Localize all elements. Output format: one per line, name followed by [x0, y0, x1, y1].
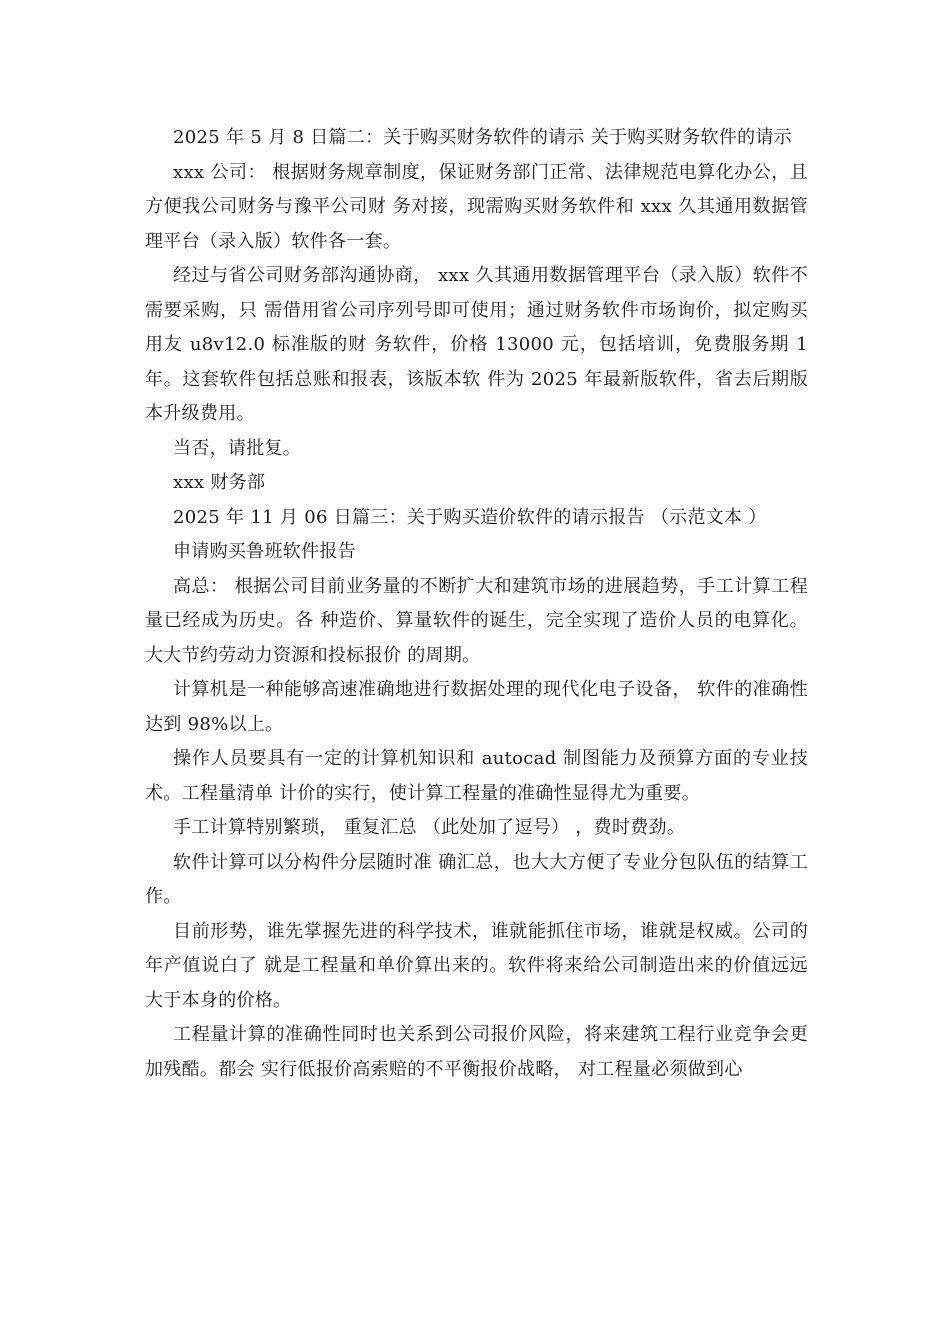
paragraph-software-calc: 软件计算可以分构件分层随时准 确汇总，也大大方便了专业分包队伍的结算工作。: [145, 851, 808, 907]
document-body: [145, 121, 808, 1087]
paragraph-operator-skills: 操作人员要具有一定的计算机知识和 autocad 制图能力及预算方面的专业技术。工程量清单 计价的实行，使计算工程量的准确性显得尤为重要。: [145, 748, 808, 804]
paragraph-salutation-gao: 高总： 根据公司目前业务量的不断扩大和建筑市场的进展趋势，手工计算工程量已经成为历史。各 种造价、算量软件的诞生，完全实现了造价人员的电算化。大大节约劳动力资源和投标报价 的周期。: [145, 575, 808, 666]
paragraph-signature-dept: xxx 财务部: [173, 472, 266, 493]
paragraph-computer: 计算机是一种能够高速准确地进行数据处理的现代化电子设备， 软件的准确性达到 98%以上。: [145, 679, 808, 735]
paragraph-negotiation: 经过与省公司财务部沟通协商， xxx 久其通用数据管理平台（录入版）软件不需要采购，只 需借用省公司序列号即可使用；通过财务软件市场询价，拟定购买用友 u8v12.0 标准版的财 务软件，价格 13000 元，包括培训，免费服务期 1 年。这套软件包括总账和报表，该版本软 件为 2025 年最新版软件，省去后期版本升级费用。: [145, 265, 808, 424]
paragraph-heading-part2: 2025 年 5 月 8 日篇二：关于购买财务软件的请示 关于购买财务软件的请示: [173, 127, 793, 148]
paragraph-manual-calc: 手工计算特别繁琐， 重复汇总 （此处加了逗号） ，费时费劲。: [173, 817, 686, 838]
paragraph-approval-request: 当否，请批复。: [173, 437, 302, 459]
paragraph-accuracy-risk: 工程量计算的准确性同时也关系到公司报价风险，将来建筑工程行业竞争会更加残酷。都会 实行低报价高索赔的不平衡报价战略， 对工程量必须做到心: [145, 1024, 808, 1080]
paragraph-report-title: 申请购买鲁班软件报告: [173, 541, 356, 562]
paragraph-salutation-request: xxx 公司： 根据财务规章制度，保证财务部门正常、法律规范电算化办公，且方便我公司财务与豫平公司财 务对接，现需购买财务软件和 xxx 久其通用数据管理平台（录入版）软件各一套。: [145, 161, 808, 252]
paragraph-heading-part3: 2025 年 11 月 06 日篇三：关于购买造价软件的请示报告 （示范文本 ）: [173, 506, 767, 528]
paragraph-current-situation: 目前形势，谁先掌握先进的科学技术，谁就能抓住市场，谁就是权威。公司的年产值说白了 就是工程量和单价算出来的。软件将来给公司制造出来的价值远远大于本身的价格。: [145, 920, 808, 1011]
